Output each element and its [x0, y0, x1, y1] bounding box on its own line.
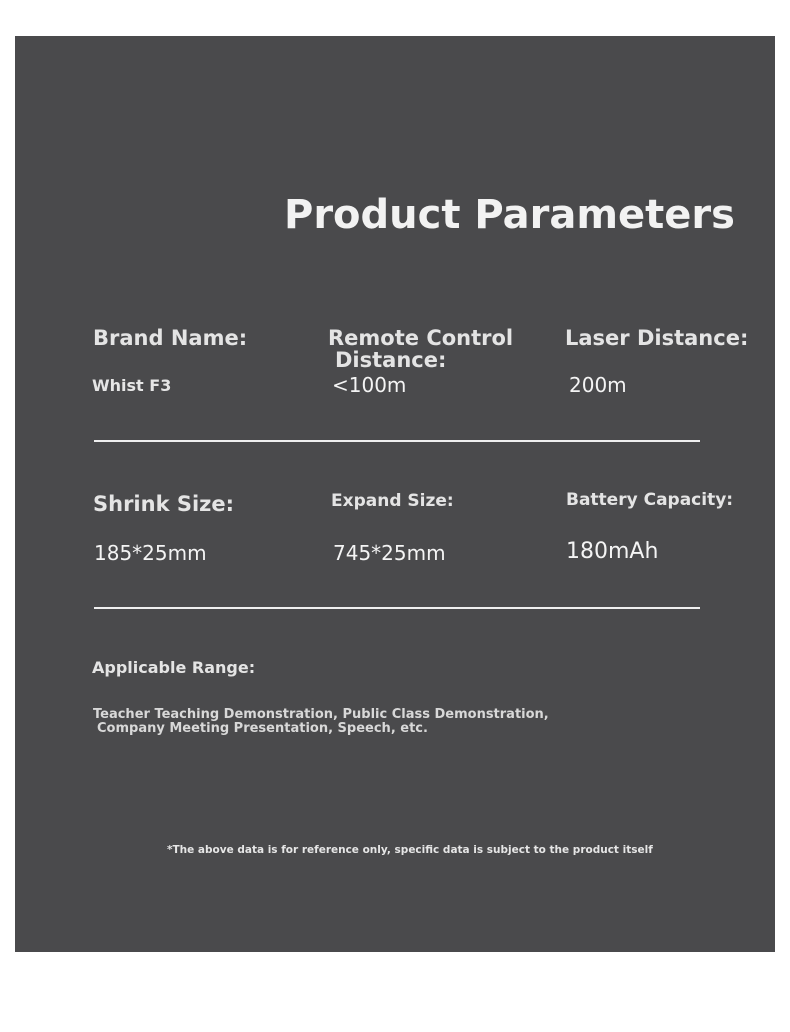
- footnote: *The above data is for reference only, specific data is subject to the product itself: [167, 844, 653, 856]
- battery-capacity-value: 180mAh: [566, 539, 659, 564]
- parameters-panel: [15, 36, 775, 952]
- applicable-range-line2: Company Meeting Presentation, Speech, etc.: [97, 721, 428, 736]
- brand-name-value: Whist F3: [92, 376, 172, 395]
- shrink-size-label: Shrink Size:: [93, 492, 235, 516]
- expand-size-value: 745*25mm: [333, 541, 446, 565]
- applicable-range-label: Applicable Range:: [92, 658, 256, 677]
- brand-name-label: Brand Name:: [93, 326, 248, 350]
- laser-distance-label: Laser Distance:: [565, 326, 749, 350]
- remote-distance-value: <100m: [332, 373, 407, 397]
- page-title: Product Parameters: [284, 192, 735, 238]
- expand-size-label: Expand Size:: [331, 491, 454, 511]
- shrink-size-value: 185*25mm: [94, 541, 207, 565]
- applicable-range-line1: Teacher Teaching Demonstration, Public Class Demonstration,: [93, 707, 549, 722]
- remote-distance-label-line1: Remote Control: [328, 326, 514, 350]
- laser-distance-value: 200m: [569, 373, 627, 397]
- divider: [94, 607, 700, 609]
- remote-distance-label-line2: Distance:: [335, 348, 447, 372]
- divider: [94, 440, 700, 442]
- battery-capacity-label: Battery Capacity:: [566, 490, 734, 510]
